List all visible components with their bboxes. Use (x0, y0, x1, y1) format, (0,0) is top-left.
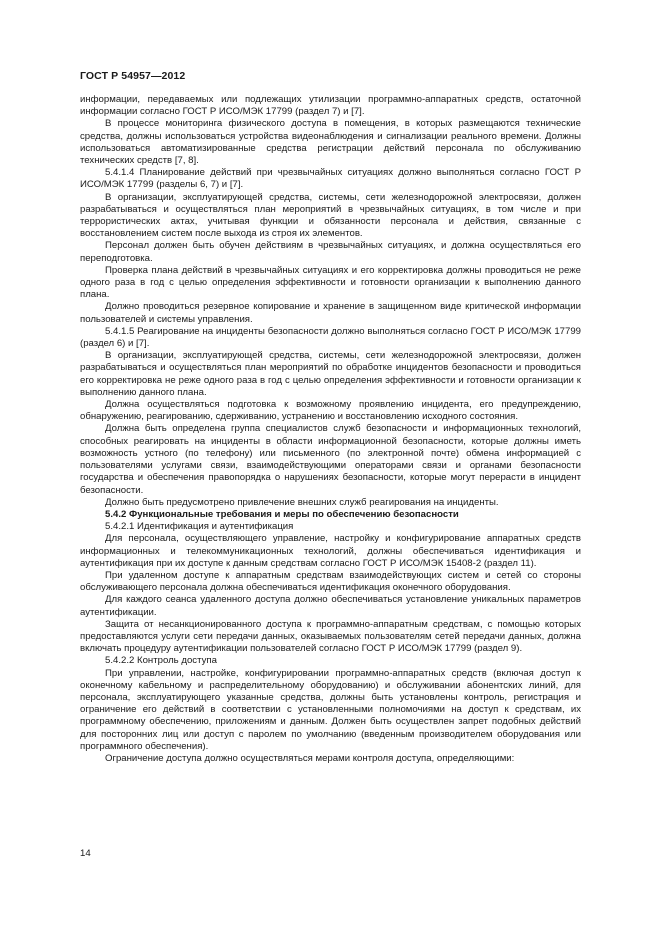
paragraph: При удаленном доступе к аппаратным средствам взаимодействующих систем и сетей со стороны обслуживающего персонала должна обеспечиваться идентификация оконечного оборудования. (80, 569, 581, 594)
paragraph: В процессе мониторинга физического доступа в помещения, в которых размещаются технические средства, должны использоваться устройства видеонаблюдения и сигнализации реального времени. Должны использоваться автоматизированные средства регистрации действий персонала по обслуживанию технических средств [7, 8]. (80, 118, 581, 167)
paragraph: Ограничение доступа должно осуществляться мерами контроля доступа, определяющими: (105, 752, 515, 764)
paragraph: В организации, эксплуатирующей средства, системы, сети железнодорожной электросвязи, должен разрабатываться и осуществляться план мероприятий в чрезвычайных ситуациях, в том числе и при террористических актах, учитывая функции и обязанности персонала и действия, связанные с восстановлением систем после выхода из строя их элементов. (80, 191, 581, 240)
paragraph: Должно быть предусмотрено привлечение внешних служб реагирования на инциденты. (105, 496, 499, 508)
paragraph: Должна осуществляться подготовка к возможному проявлению инцидента, его предупреждению, обнаружению, реагированию, сдерживанию, устранению и восстановлению исходного состояния. (80, 399, 581, 423)
paragraph: Защита от несанкционированного доступа к программно-аппаратным средствам, с помощью которых предоставляются услуги сети передачи данных, оказываемых пользователям сетей передачи данных, должна включать процедуру аутентификации пользователей согласно ГОСТ Р ИСО/МЭК 17799 (раздел 9). (80, 618, 581, 655)
paragraph: При управлении, настройке, конфигурировании программно-аппаратных средств (включая доступ к оконечному кабельному и распределительному оборудованию) и обслуживании абонентских линий, для персонала, эксплуатирующего указанные средства, должны быть установлены контроль, регистрация и ограничение его действий в соответствии с установленными полномочиями на доступ к средствам, их программному обеспечению, приложениям и данным. Должен быть осуществлен запрет подобных действий для посторонних лиц или доступ с паролем по умолчанию (введенным производителем оборудования или программного обеспечения). (80, 667, 581, 752)
paragraph: Должно проводиться резервное копирование и хранение в защищенном виде критической информации пользователей и системы управления. (80, 301, 581, 325)
document-body (80, 94, 581, 765)
paragraph: Должна быть определена группа специалистов служб безопасности и информационных технологий, способных реагировать на инциденты в области информационной безопасности, которые должны иметь возможность устного (по телефону) или письменного (по электронной почте) обмена информацией с пользователями услугами связи, взаимодействующими операторами связи и органами безопасности государства и обеспечения правопорядка о нарушениях безопасности, которые могут перерасти в инцидент безопасности. (80, 423, 581, 496)
paragraph: Для каждого сеанса удаленного доступа должно обеспечиваться установление уникальных параметров аутентификации. (80, 594, 581, 618)
section-heading: 5.4.2 Функциональные требования и меры по обеспечению безопасности (105, 508, 459, 520)
paragraph: Для персонала, осуществляющего управление, настройку и конфигурирование аппаратных средств информационных и телекоммуникационных технологий, должны обеспечиваться идентификация и аутентификация при их доступе к данным средствам согласно ГОСТ Р ИСО/МЭК 15408-2 (раздел 11). (80, 533, 581, 569)
paragraph: В организации, эксплуатирующей средства, системы, сети железнодорожной электросвязи, должен разрабатываться и осуществляться план мероприятий по обработке инцидентов безопасности и проводиться его корректировка не реже одного раза в год с целью определения эффективности и готовности организации к выполнению данного плана. (80, 350, 581, 398)
page-number: 14 (80, 848, 91, 859)
paragraph: 5.4.1.5 Реагирование на инциденты безопасности должно выполняться согласно ГОСТ Р ИСО/МЭК 17799 (раздел 6) и [7]. (80, 325, 581, 350)
paragraph: информации, передаваемых или подлежащих утилизации программно-аппаратных средств, остаточной информации согласно ГОСТ Р ИСО/МЭК 17799 (раздел 7) и [7]. (80, 94, 581, 118)
paragraph: Персонал должен быть обучен действиям в чрезвычайных ситуациях, и должна осуществляться его переподготовка. (80, 240, 581, 264)
subsection-heading: 5.4.2.2 Контроль доступа (105, 655, 217, 667)
paragraph: 5.4.1.4 Планирование действий при чрезвычайных ситуациях должно выполняться согласно ГОСТ Р ИСО/МЭК 17799 (разделы 6, 7) и [7]. (80, 167, 581, 191)
document-header: ГОСТ Р 54957—2012 (80, 70, 186, 82)
paragraph: Проверка плана действий в чрезвычайных ситуациях и его корректировка должны проводиться не реже одного раза в год с целью определения эффективности и готовности организации к выполнению данного плана. (80, 264, 581, 301)
subsection-heading: 5.4.2.1 Идентификация и аутентификация (105, 521, 294, 533)
